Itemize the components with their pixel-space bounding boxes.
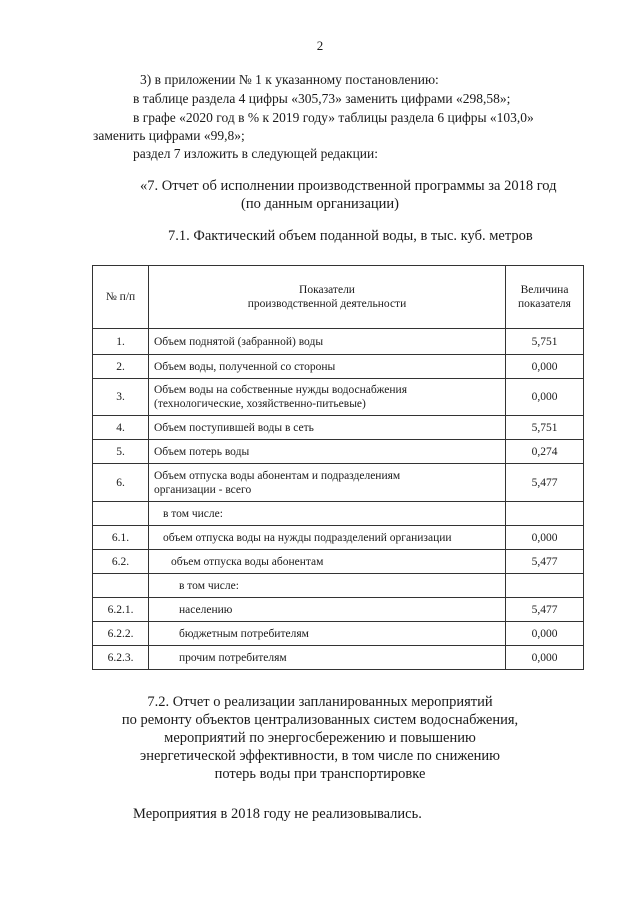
header-num: № п/п (93, 266, 149, 329)
row-label: прочим потребителям (149, 646, 506, 670)
row-label: в том числе: (149, 574, 506, 598)
table-row (93, 355, 584, 379)
row-num (93, 502, 149, 526)
row-num: 6.2.3. (93, 646, 149, 670)
row-value: 5,477 (506, 598, 584, 622)
intro-line: в графе «2020 год в % к 2019 году» таблицы раздела 6 цифры «103,0» (133, 110, 534, 125)
row-label: населению (149, 598, 506, 622)
row-value: 0,000 (506, 526, 584, 550)
subsection-7-2-title-line: мероприятий по энергосбережению и повышению (164, 730, 476, 746)
row-label: Объем воды на собственные нужды водоснабжения (технологические, хозяйственно-питьевые) (149, 379, 506, 416)
row-value: 0,000 (506, 622, 584, 646)
row-num: 1. (93, 329, 149, 355)
subsection-7-1-title: 7.1. Фактический объем поданной воды, в тыс. куб. метров (168, 228, 533, 244)
indicators-table (92, 265, 584, 670)
intro-line: раздел 7 изложить в следующей редакции: (133, 146, 379, 161)
row-label: Объем отпуска воды абонентам и подразделениям организации - всего (149, 464, 506, 502)
row-label: объем отпуска воды на нужды подразделений организации (149, 526, 506, 550)
row-label: Объем поднятой (забранной) воды (149, 329, 506, 355)
table-row (93, 598, 584, 622)
page-number: 2 (316, 38, 324, 53)
row-num: 3. (93, 379, 149, 416)
table-row (93, 440, 584, 464)
table-row (93, 526, 584, 550)
table-row (93, 574, 584, 598)
table-row (93, 622, 584, 646)
table-header-row (93, 266, 584, 329)
intro-line: заменить цифрами «99,8»; (93, 128, 245, 143)
table-row (93, 416, 584, 440)
row-value: 0,000 (506, 646, 584, 670)
row-value: 0,274 (506, 440, 584, 464)
row-label: бюджетным потребителям (149, 622, 506, 646)
table-row (93, 646, 584, 670)
row-value: 5,477 (506, 464, 584, 502)
table-row (93, 379, 584, 416)
row-num: 4. (93, 416, 149, 440)
header-value: Величина показателя (506, 266, 584, 329)
subsection-7-2-title-line: потерь воды при транспортировке (214, 766, 426, 782)
row-num: 2. (93, 355, 149, 379)
closing-text: Мероприятия в 2018 году не реализовывались. (133, 806, 422, 822)
table-row (93, 550, 584, 574)
row-label: Объем потерь воды (149, 440, 506, 464)
subsection-7-2-title-line: по ремонту объектов централизованных систем водоснабжения, (121, 712, 519, 728)
row-value: 5,751 (506, 329, 584, 355)
row-num: 6.2.1. (93, 598, 149, 622)
row-num (93, 574, 149, 598)
row-value: 0,000 (506, 379, 584, 416)
row-num: 6.2.2. (93, 622, 149, 646)
subsection-7-2-title-line: 7.2. Отчет о реализации запланированных мероприятий (147, 694, 493, 710)
row-num: 5. (93, 440, 149, 464)
row-value (506, 574, 584, 598)
table-row (93, 329, 584, 355)
subsection-7-2-title-line: энергетической эффективности, в том числе по снижению (139, 748, 501, 764)
row-label: объем отпуска воды абонентам (149, 550, 506, 574)
row-num: 6.1. (93, 526, 149, 550)
intro-line: в таблице раздела 4 цифры «305,73» заменить цифрами «298,58»; (133, 91, 511, 106)
row-num: 6.2. (93, 550, 149, 574)
row-value: 0,000 (506, 355, 584, 379)
row-label: Объем воды, полученной со стороны (149, 355, 506, 379)
table-row (93, 502, 584, 526)
row-value: 5,477 (506, 550, 584, 574)
row-label: Объем поступившей воды в сеть (149, 416, 506, 440)
row-label: в том числе: (149, 502, 506, 526)
row-value (506, 502, 584, 526)
row-num: 6. (93, 464, 149, 502)
row-value: 5,751 (506, 416, 584, 440)
header-indicator: Показатели производственной деятельности (149, 266, 506, 329)
table-row (93, 464, 584, 502)
section-7-title: «7. Отчет об исполнении производственной программы за 2018 год (140, 178, 557, 194)
intro-line: 3) в приложении № 1 к указанному постановлению: (140, 72, 439, 87)
section-7-subtitle: (по данным организации) (240, 196, 399, 212)
